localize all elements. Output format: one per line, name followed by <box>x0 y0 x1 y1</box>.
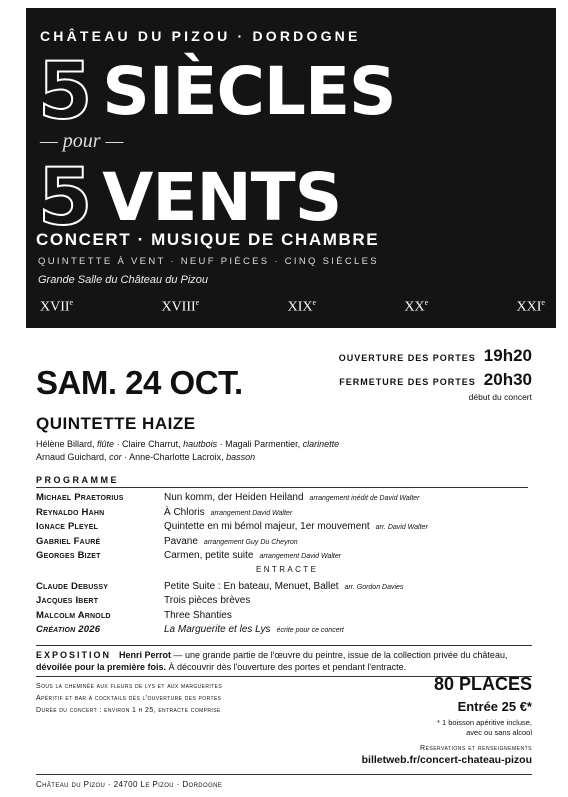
century-21: XXIe <box>516 298 545 315</box>
program-row: Création 2026 La Marguerite et les Lys écrite pour ce concert <box>36 624 344 635</box>
title-word-1: SIÈCLES <box>102 53 396 130</box>
concert-start-note: début du concert <box>468 392 532 402</box>
program-row: Ignace Pleyel Quintette en mi bémol majeur, 1er mouvement arr. David Walter <box>36 521 428 532</box>
tickets-box <box>434 674 532 738</box>
footer-address: Château du Pizou · 24700 Le Pizou · Dordogne <box>36 774 532 789</box>
practical-info: Sous la cheminée aux fleurs de lys et aux marguerites Apéritif et bar à cocktails dès l'ouverture des portes Durée du concert : environ 1 h 25, entracte comprise <box>36 683 223 714</box>
doors-open-label: OUVERTURE DES PORTES <box>338 353 476 363</box>
program-row: Gabriel Fauré Pavane arrangement Guy Du Cheyron <box>36 535 298 547</box>
ensemble-members: Hélène Billard, flûte · Claire Charrut, hautbois · Magali Parmentier, clarinette Arnaud Guichard, cor · Anne-Charlotte Lacroix, basson <box>36 439 340 462</box>
program-row: Michael Praetorius Nun komm, der Heiden Heiland arrangement inédit de David Walter <box>36 492 420 503</box>
program-row: Georges Bizet Carmen, petite suite arrangement David Walter <box>36 550 342 561</box>
program-row: Reynaldo Hahn À Chloris arrangement David Walter <box>36 506 293 518</box>
title-number-2: 5 <box>38 153 93 243</box>
title-line-1 <box>38 47 396 137</box>
title-number-1: 5 <box>38 47 93 137</box>
hall-name: Grande Salle du Château du Pizou <box>38 274 209 286</box>
venue-heading: CHÂTEAU DU PIZOU · DORDOGNE <box>40 28 361 44</box>
exposition-box: EXPOSITION Henri Perrot — une grande partie de l'œuvre du peintre, issue de la collection privée du château, dévoilée pour la première fois. À découvrir dès l'ouverture des portes et pendant l'entracte. <box>36 645 532 677</box>
program-row: Claude Debussy Petite Suite : En bateau, Menuet, Ballet arr. Gordon Davies <box>36 580 404 592</box>
program-row: Malcolm Arnold Three Shanties <box>36 609 232 621</box>
event-times <box>272 346 532 402</box>
ensemble-name: QUINTETTE HAIZE <box>36 414 196 433</box>
exposition-artist: Henri Perrot <box>119 650 172 660</box>
doors-close-label: FERMETURE DES PORTES <box>339 377 476 387</box>
title-connector: — pour — <box>40 130 124 152</box>
exposition-label: EXPOSITION <box>36 650 112 660</box>
century-19: XIXe <box>287 298 317 315</box>
program-heading: PROGRAMME <box>36 475 528 488</box>
century-20: XXe <box>404 298 429 315</box>
title-banner <box>26 8 556 328</box>
doors-open-time: 19h20 <box>483 346 532 365</box>
title-word-2: VENTS <box>102 159 342 236</box>
event-date: SAM. 24 OCT. <box>36 364 243 401</box>
price-note: * 1 boisson apéritive incluse, avec ou sans alcool <box>436 718 532 737</box>
doors-close-time: 20h30 <box>483 370 532 389</box>
ticket-price: Entrée 25 €* <box>457 699 532 714</box>
centuries-row <box>40 298 545 316</box>
concert-heading: CONCERT · MUSIQUE DE CHAMBRE <box>36 230 380 249</box>
places-count: 80 PLACES <box>433 674 532 694</box>
subtitle: QUINTETTE À VENT · NEUF PIÈCES · CINQ SIÈCLES <box>38 256 379 267</box>
reservation-label: Réservations et renseignements <box>419 745 532 752</box>
reservation-box <box>362 745 532 766</box>
reservation-url[interactable]: billetweb.fr/concert-chateau-pizou <box>361 754 532 766</box>
century-17: XVIIe <box>40 298 74 315</box>
entracte-label: ENTRACTE <box>256 564 319 574</box>
century-18: XVIIIe <box>161 298 200 315</box>
program-row: Jacques Ibert Trois pièces brèves <box>36 595 251 606</box>
program-list <box>36 492 536 639</box>
